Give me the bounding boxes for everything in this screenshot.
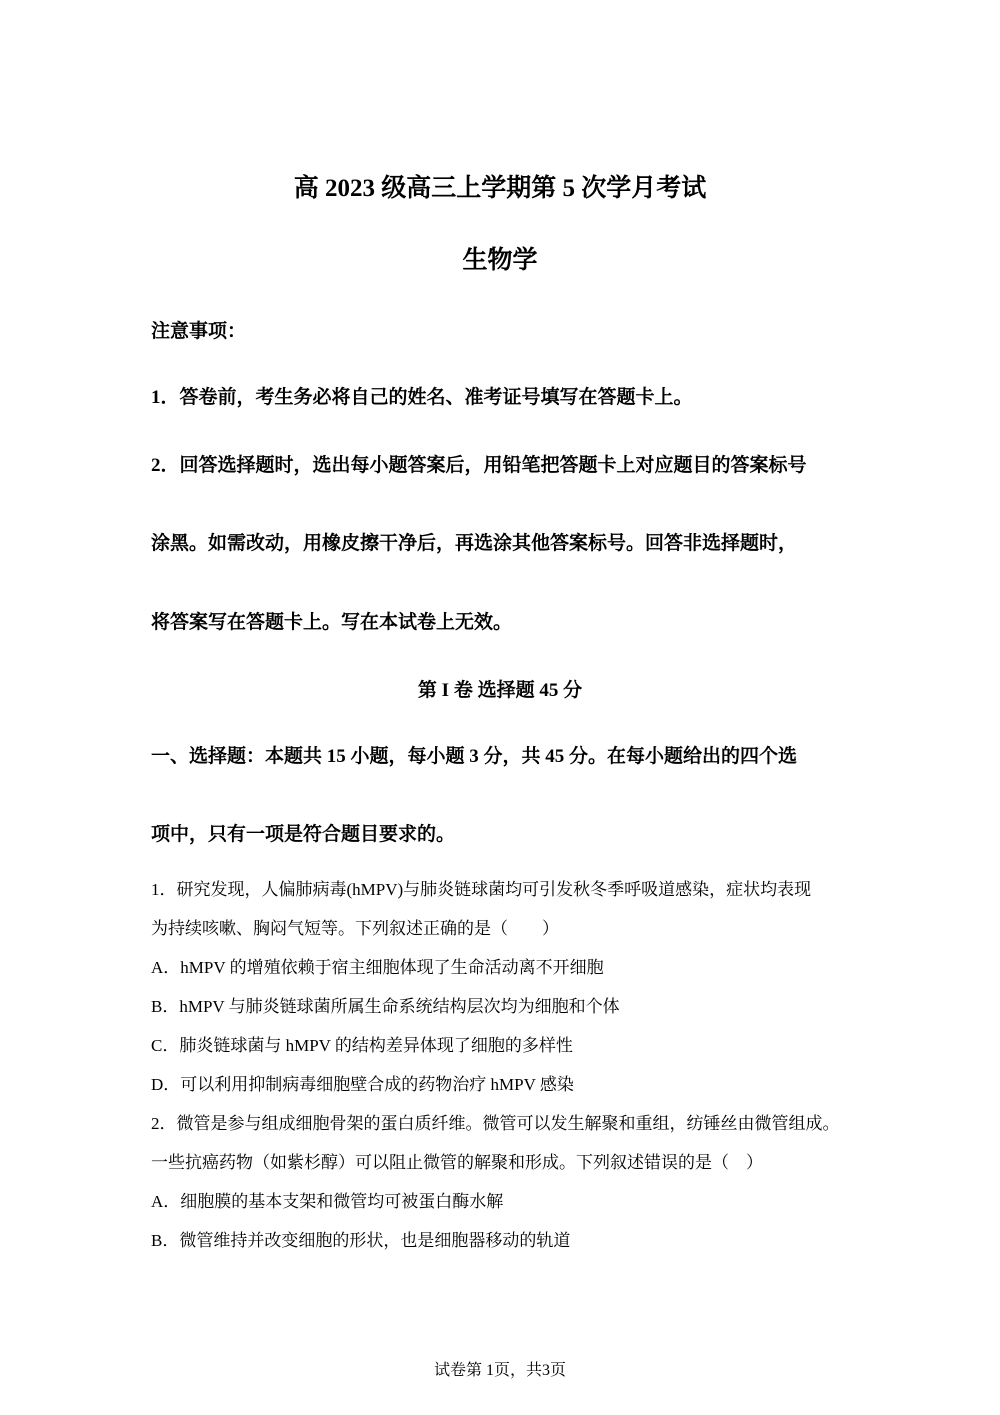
exam-title: 高 2023 级高三上学期第 5 次学月考试 — [293, 175, 707, 202]
notice-item-2: 2．回答选择题时，选出每小题答案后，用铅笔把答题卡上对应题目的答案标号 — [151, 455, 807, 476]
question-2-option-b: B．微管维持并改变细胞的形状，也是细胞器移动的轨道 — [151, 1231, 571, 1250]
section-title: 第 I 卷 选择题 45 分 — [417, 680, 583, 701]
notice-item-1: 1．答卷前，考生务必将自己的姓名、准考证号填写在答题卡上。 — [151, 387, 693, 408]
question-2-stem: 2．微管是参与组成细胞骨架的蛋白质纤维。微管可以发生解聚和重组，纺锤丝由微管组成。 — [151, 1114, 840, 1133]
question-1-stem-cont: 为持续咳嗽、胸闷气短等。下列叙述正确的是（ ） — [151, 919, 559, 938]
question-1-option-a: A．hMPV 的增殖依赖于宿主细胞体现了生命活动离不开细胞 — [151, 958, 604, 977]
question-2-option-a: A．细胞膜的基本支架和微管均可被蛋白酶水解 — [151, 1192, 504, 1211]
question-1-stem: 1．研究发现，人偏肺病毒(hMPV)与肺炎链球菌均可引发秋冬季呼吸道感染，症状均表现 — [151, 880, 812, 899]
notice-item-2-cont2: 将答案写在答题卡上。写在本试卷上无效。 — [151, 612, 513, 633]
subject-title: 生物学 — [462, 247, 538, 274]
page-footer: 试卷第 1页，共3页 — [433, 1362, 566, 1379]
question-2-stem-cont: 一些抗癌药物（如紫杉醇）可以阻止微管的解聚和形成。下列叙述错误的是（ ） — [151, 1153, 763, 1172]
section-instruction: 一、选择题：本题共 15 小题，每小题 3 分，共 45 分。在每小题给出的四个选 — [151, 746, 798, 767]
question-1-option-d: D．可以利用抑制病毒细胞壁合成的药物治疗 hMPV 感染 — [151, 1075, 574, 1094]
notice-item-2-cont: 涂黑。如需改动，用橡皮擦干净后，再选涂其他答案标号。回答非选择题时， — [151, 533, 798, 554]
question-1-option-c: C．肺炎链球菌与 hMPV 的结构差异体现了细胞的多样性 — [151, 1036, 573, 1055]
question-1-option-b: B．hMPV 与肺炎链球菌所属生命系统结构层次均为细胞和个体 — [151, 997, 620, 1016]
section-instruction-cont: 项中，只有一项是符合题目要求的。 — [151, 824, 456, 845]
notice-heading: 注意事项： — [151, 321, 247, 342]
